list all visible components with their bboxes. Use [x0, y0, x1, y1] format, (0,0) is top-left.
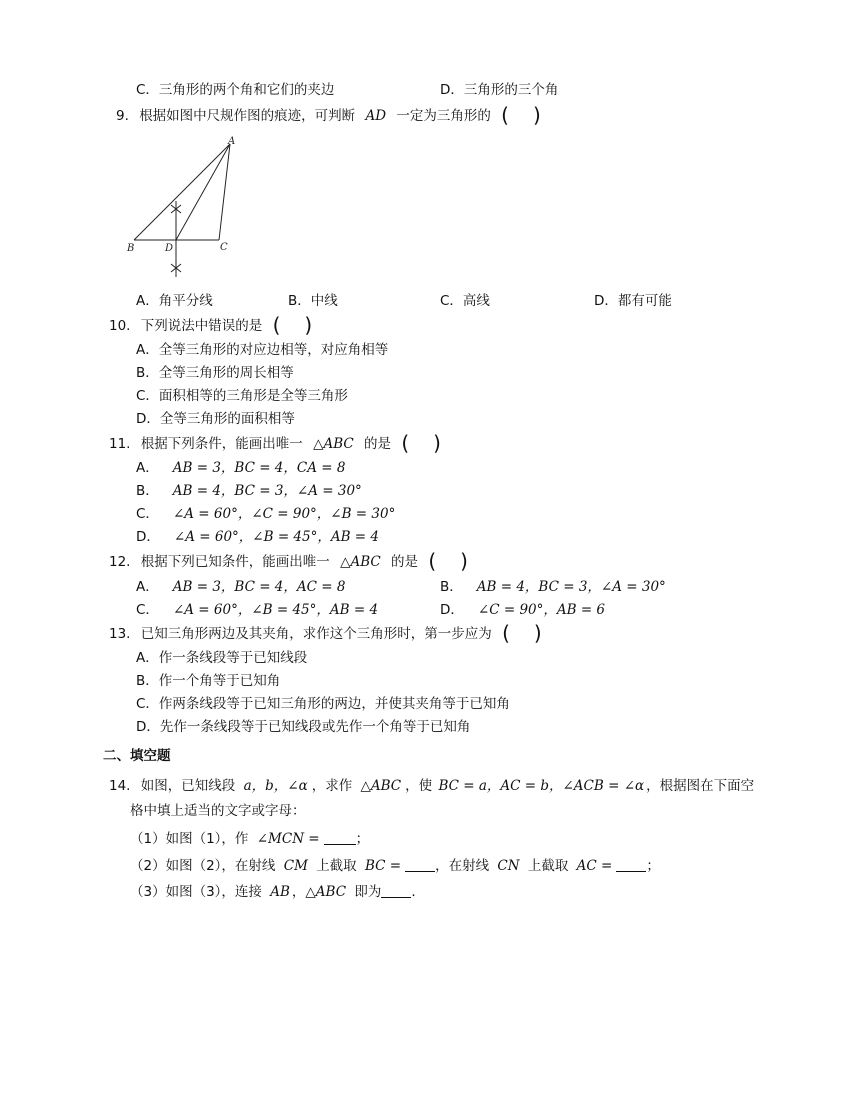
- q9-option-b[interactable]: B．中线: [288, 293, 338, 309]
- option-label: C．: [136, 506, 159, 522]
- text: 上截取: [527, 858, 569, 874]
- triangle-abc: △ABC: [340, 554, 381, 570]
- label-b: B: [127, 243, 135, 254]
- label-c: C: [220, 242, 228, 253]
- text: ；: [355, 831, 370, 847]
- triangle-abc: △ABC: [313, 436, 354, 452]
- answer-paren-open: (: [272, 313, 281, 337]
- prev-option-c: C．三角形的两个角和它们的夹边: [136, 82, 335, 98]
- answer-paren-open: (: [502, 621, 510, 645]
- text: ，求作: [311, 778, 353, 794]
- option-math: AB = 3，BC = 4，CA = 8: [172, 460, 346, 476]
- question-text-end: 一定为三角形的: [396, 108, 491, 124]
- question-text: 已知三角形两边及其夹角，求作这个三角形时，第一步应为: [140, 626, 492, 642]
- option-math: ∠C = 90°，AB = 6: [477, 602, 606, 618]
- section-heading-fill-in: 二、填空题: [103, 748, 171, 764]
- q9-option-d[interactable]: D．都有可能: [594, 293, 672, 309]
- q12-option-a[interactable]: [136, 577, 345, 597]
- answer-paren-open: (: [501, 103, 509, 127]
- text: （2）如图（2），在射线: [130, 858, 276, 874]
- prev-option-d: D．三角形的三个角: [440, 82, 559, 98]
- construction-figure: [122, 135, 252, 285]
- question-14-line1: [109, 776, 754, 796]
- question-13-stem: [109, 621, 542, 645]
- question-number: 12.: [109, 554, 131, 570]
- question-number: 14.: [109, 778, 131, 794]
- question-number: 9.: [116, 108, 129, 124]
- fill-blank-bc[interactable]: [405, 857, 435, 872]
- question-text-end: 的是: [391, 554, 419, 570]
- question-text-end: 的是: [364, 436, 392, 452]
- text: ，根据图在下面空: [646, 778, 755, 794]
- q11-option-c[interactable]: [136, 504, 395, 524]
- question-14-line2: 格中填上适当的文字或字母：: [130, 803, 306, 819]
- text: ；: [646, 858, 660, 874]
- option-math: ∠A = 60°，∠B = 45°，AB = 4: [172, 602, 379, 618]
- question-10-stem: [109, 313, 313, 337]
- text: ，: [291, 884, 306, 900]
- q12-option-b[interactable]: [440, 577, 666, 597]
- option-math: ∠A = 60°，∠B = 45°，AB = 4: [173, 529, 379, 545]
- math-bc: BC =: [364, 858, 402, 874]
- side-ab: [134, 144, 230, 240]
- question-14-step1: [130, 829, 369, 849]
- q11-option-b[interactable]: [136, 481, 362, 501]
- segment-ad: AD: [365, 108, 387, 124]
- option-math: ∠A = 60°，∠C = 90°，∠B = 30°: [172, 506, 396, 522]
- text: 如图，已知线段: [140, 778, 236, 794]
- math-ray-cm: CM: [283, 858, 308, 874]
- option-math: AB = 4，BC = 3，∠A = 30°: [172, 483, 362, 499]
- q10-option-b[interactable]: B．全等三角形的周长相等: [136, 365, 294, 381]
- answer-paren-close: ): [460, 549, 468, 573]
- answer-paren-close: ): [532, 103, 541, 127]
- option-label: C．: [136, 602, 159, 618]
- q12-option-c[interactable]: [136, 600, 378, 620]
- q11-option-d[interactable]: [136, 527, 379, 547]
- math-angle-mcn: ∠MCN =: [256, 831, 320, 847]
- text: ，使: [405, 778, 433, 794]
- option-math: AB = 3，BC = 4，AC = 8: [172, 579, 346, 595]
- q9-option-c[interactable]: C．高线: [440, 293, 490, 309]
- label-a: A: [228, 136, 236, 147]
- option-label: A．: [136, 579, 159, 595]
- q10-option-a[interactable]: A．全等三角形的对应边相等，对应角相等: [136, 342, 389, 358]
- question-text: 根据下列已知条件，能画出唯一: [140, 554, 330, 570]
- question-text: 根据下列条件，能画出唯一: [140, 436, 303, 452]
- text: 上截取: [316, 858, 357, 874]
- question-14-step2: [130, 856, 660, 876]
- question-9-stem: [116, 103, 541, 127]
- math-ab: AB: [270, 884, 290, 900]
- text: （1）如图（1），作: [130, 831, 249, 847]
- fill-blank-mcn[interactable]: [324, 830, 356, 845]
- question-text: 下列说法中错误的是: [140, 318, 263, 334]
- math-triangle: △ABC: [305, 884, 347, 900]
- option-label: B．: [136, 483, 159, 499]
- q11-option-a[interactable]: [136, 458, 345, 478]
- question-11-stem: [109, 431, 441, 455]
- option-label: D．: [136, 529, 160, 545]
- q13-option-d[interactable]: D．先作一条线段等于已知线段或先作一个角等于已知角: [136, 719, 471, 735]
- text: 即为: [354, 884, 382, 900]
- side-ac: [219, 144, 230, 240]
- math-triangle: △ABC: [360, 778, 402, 794]
- question-12-stem: [109, 549, 468, 573]
- fill-blank-result[interactable]: [381, 883, 411, 898]
- answer-paren-close: ): [304, 313, 313, 337]
- segment-ad-line: [176, 144, 230, 240]
- q13-option-c[interactable]: C．作两条线段等于已知三角形的两边，并使其夹角等于已知角: [136, 696, 510, 712]
- q10-option-c[interactable]: C．面积相等的三角形是全等三角形: [136, 388, 348, 404]
- q13-option-a[interactable]: A．作一条线段等于已知线段: [136, 650, 308, 666]
- q13-option-b[interactable]: B．作一个角等于已知角: [136, 673, 281, 689]
- answer-paren-close: ): [533, 621, 542, 645]
- text: ，在射线: [435, 858, 490, 874]
- question-number: 11.: [109, 436, 131, 452]
- label-d: D: [165, 243, 174, 254]
- text: （3）如图（3），连接: [130, 884, 262, 900]
- option-label: A．: [136, 460, 159, 476]
- question-number: 10.: [109, 318, 131, 334]
- math-given: a，b，∠α: [243, 778, 308, 794]
- q12-option-d[interactable]: [440, 600, 605, 620]
- option-label: B．: [440, 579, 463, 595]
- math-ray-cn: CN: [497, 858, 520, 874]
- question-14-step3: [130, 882, 416, 902]
- text: .: [411, 884, 416, 900]
- answer-paren-open: (: [428, 549, 437, 573]
- question-number: 13.: [109, 626, 131, 642]
- answer-paren-close: ): [433, 431, 441, 455]
- q10-option-d[interactable]: D．全等三角形的面积相等: [136, 411, 295, 427]
- fill-blank-ac[interactable]: [616, 857, 646, 872]
- q9-option-a[interactable]: A．角平分线: [136, 293, 213, 309]
- math-conditions: BC = a，AC = b，∠ACB = ∠α: [438, 778, 645, 794]
- math-ac: AC =: [576, 858, 613, 874]
- question-text: 根据如图中尺规作图的痕迹，可判断: [139, 108, 356, 124]
- option-math: AB = 4，BC = 3，∠A = 30°: [476, 579, 666, 595]
- answer-paren-open: (: [401, 431, 410, 455]
- option-label: D．: [440, 602, 464, 618]
